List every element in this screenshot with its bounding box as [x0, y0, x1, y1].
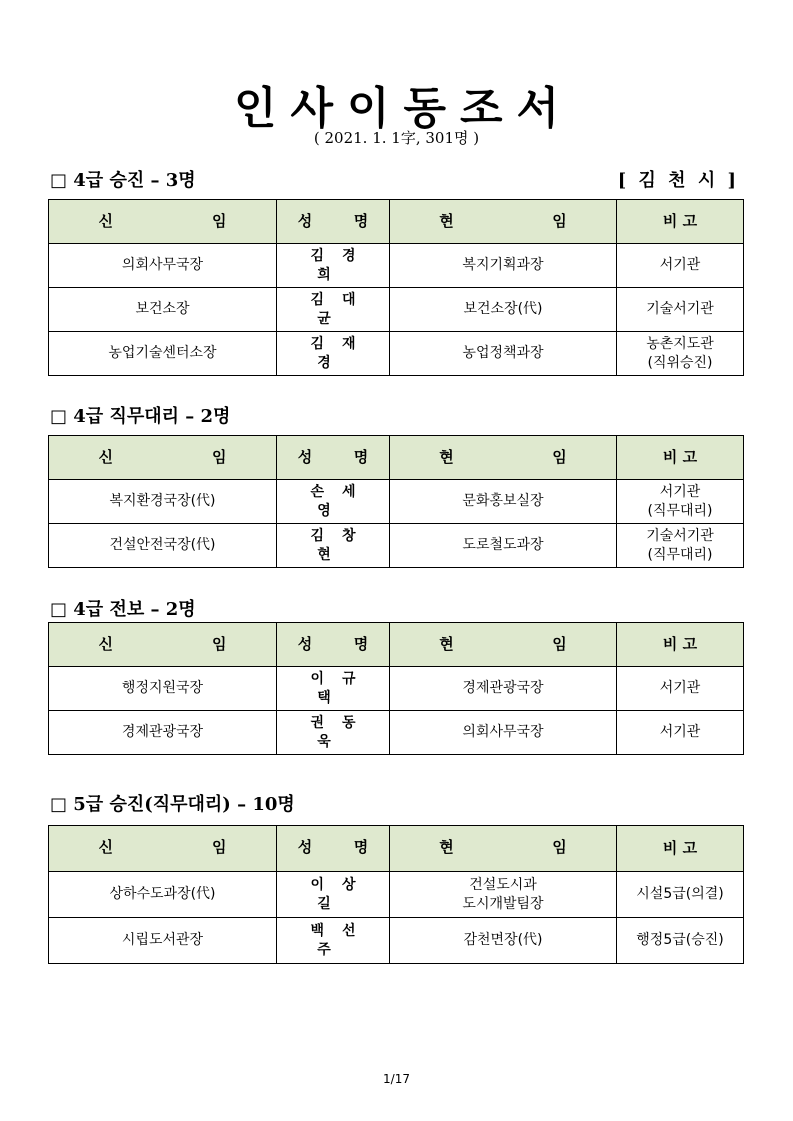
cell-new-post: 건설안전국장(代): [49, 524, 277, 568]
table-row: [49, 288, 744, 332]
cell-new-post: 복지환경국장(代): [49, 480, 277, 524]
cell-note: 서기관: [617, 244, 744, 288]
cell-new-post: 시립도서관장: [49, 918, 277, 964]
page-number: 1/17: [383, 1072, 410, 1086]
header-current-post: 현 임: [390, 623, 617, 667]
header-new-post: 신 임: [49, 436, 277, 480]
header-name: 성 명: [277, 826, 390, 872]
table-row: [49, 711, 744, 755]
header-new-post: 신 임: [49, 623, 277, 667]
table-4th-transfer: [48, 622, 744, 755]
cell-name: 김대균: [277, 288, 390, 332]
table-row: [49, 918, 744, 964]
cell-new-post: 보건소장: [49, 288, 277, 332]
table-row: [49, 872, 744, 918]
cell-name: 김재경: [277, 332, 390, 376]
cell-current-post: 건설도시과 도시개발팀장: [390, 872, 617, 918]
cell-name: 백선주: [277, 918, 390, 964]
cell-new-post: 상하수도과장(代): [49, 872, 277, 918]
header-current-post: 현 임: [390, 826, 617, 872]
cell-note: 시설5급(의결): [617, 872, 744, 918]
cell-name: 김창현: [277, 524, 390, 568]
header-note: 비 고: [617, 200, 744, 244]
header-name: 성 명: [277, 436, 390, 480]
table-5th-promotion: [48, 825, 744, 964]
cell-name: 이규택: [277, 667, 390, 711]
cell-note: 서기관: [617, 667, 744, 711]
table-row: [49, 244, 744, 288]
header-current-post: 현 임: [390, 436, 617, 480]
section-heading-4th-promotion: □ 4급 승진 – 3명: [50, 170, 196, 191]
cell-new-post: 행정지원국장: [49, 667, 277, 711]
cell-current-post: 도로철도과장: [390, 524, 617, 568]
header-current-post: 현 임: [390, 200, 617, 244]
header-note: 비 고: [617, 826, 744, 872]
header-name: 성 명: [277, 200, 390, 244]
table-row: [49, 332, 744, 376]
table-4th-promotion: [48, 199, 744, 376]
cell-note: 서기관 (직무대리): [617, 480, 744, 524]
cell-note: 기술서기관 (직무대리): [617, 524, 744, 568]
header-note: 비 고: [617, 436, 744, 480]
header-note: 비 고: [617, 623, 744, 667]
table-header-row: [49, 200, 744, 244]
section-heading-5th-promotion: □ 5급 승진(직무대리) – 10명: [50, 794, 295, 815]
cell-name: 권동욱: [277, 711, 390, 755]
cell-new-post: 농업기술센터소장: [49, 332, 277, 376]
table-row: [49, 480, 744, 524]
cell-note: 서기관: [617, 711, 744, 755]
cell-name: 김경희: [277, 244, 390, 288]
table-header-row: [49, 623, 744, 667]
city-label: [ 김 천 시 ]: [617, 170, 739, 191]
cell-current-post: 감천면장(代): [390, 918, 617, 964]
document-title: 인사이동조서: [233, 83, 574, 134]
table-row: [49, 667, 744, 711]
cell-current-post: 보건소장(代): [390, 288, 617, 332]
table-header-row: [49, 436, 744, 480]
cell-current-post: 의회사무국장: [390, 711, 617, 755]
header-new-post: 신 임: [49, 826, 277, 872]
cell-current-post: 문화홍보실장: [390, 480, 617, 524]
cell-current-post: 경제관광국장: [390, 667, 617, 711]
cell-new-post: 경제관광국장: [49, 711, 277, 755]
table-row: [49, 524, 744, 568]
header-name: 성 명: [277, 623, 390, 667]
section-heading-4th-acting: □ 4급 직무대리 – 2명: [50, 406, 231, 427]
cell-note: 농촌지도관 (직위승진): [617, 332, 744, 376]
table-4th-acting: [48, 435, 744, 568]
document-subtitle: ( 2021. 1. 1字, 301명 ): [313, 129, 480, 147]
cell-current-post: 농업정책과장: [390, 332, 617, 376]
cell-current-post: 복지기획과장: [390, 244, 617, 288]
cell-note: 기술서기관: [617, 288, 744, 332]
cell-name: 손세영: [277, 480, 390, 524]
cell-name: 이상길: [277, 872, 390, 918]
header-new-post: 신 임: [49, 200, 277, 244]
cell-new-post: 의회사무국장: [49, 244, 277, 288]
cell-note: 행정5급(승진): [617, 918, 744, 964]
table-header-row: [49, 826, 744, 872]
section-heading-4th-transfer: □ 4급 전보 – 2명: [50, 599, 196, 620]
